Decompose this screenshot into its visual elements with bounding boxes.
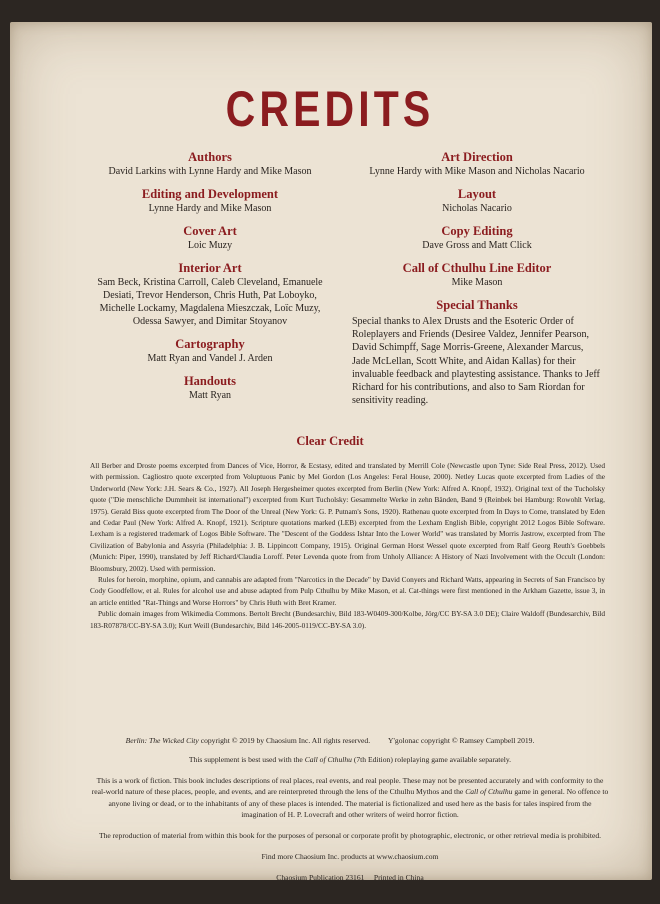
clear-credit-heading: Clear Credit [296,434,364,448]
credit-value: Lynne Hardy with Mike Mason and Nicholas Nacario [369,166,585,177]
book-title: Berlin: The Wicked City [125,736,199,745]
credit-heading: Art Direction [441,150,513,164]
fiction-disclaimer [90,775,610,820]
supplement-text: This supplement is best used with the [188,755,305,764]
clear-credit-paragraph: Rules for heroin, morphine, opium, and cannabis are adapted from "Narcotics in the Decade" by David Conyers and Richard Watts, appearing in Secrets of San Francisco by Cody Goodfellow, et al. Rules for alcohol use and abuse adapted from Pulp Cthulhu by Mike Mason, et al. Cat-things were first mentioned in the Arkham Gazette, issue 3, in an article entitled "Rat-Things and Worse Horrors" by Chris Huth with Bret Kramer. [90,575,605,607]
credit-cartography [85,337,335,365]
credit-value: David Larkins with Lynne Hardy and Mike Mason [108,166,312,177]
credit-heading: Cartography [175,337,245,351]
credit-line-editor [352,261,602,289]
credit-heading: Editing and Development [141,187,279,201]
credit-authors [85,150,335,178]
credit-art-direction [352,150,602,178]
clear-credit-paragraph: All Berber and Droste poems excerpted from Dances of Vice, Horror, & Ecstasy, edited and translated by Merrill Cole (Newcastle upon Tyne: Side Real Press, 2012). Used with permission. Cagliostro quote excerpted from Voluptuous Panic by Mel Gordon (Los Angeles: Feral House, 2000). Netley Lucas quote excerpted from Ladies of the Underworld (New York: J.H. Sears & Co., 1927). All Joseph Hergesheimer quotes excerpted from Berlin (New York: Alfred A. Knopf, 1932). Original text of the Tucholsky quote ("Die menschliche Dummheit ist international") excerpted from Kurt Tucholsky: Gesammelte Werke in zehn Bänden, Band 9 (Reinbek bei Hamburg: Rowohlt Verlag, 1975). Gerald Biss quote excerpted from The Door of the Unreal (New York: G. P. Putnam's Sons, 1920). Rathenau quote excerpted from In Days to Come, translated by Eden and Cedar Paul (New York: Alfred A. Knopf, 1921). Scripture quotations marked (LEB) excerpted from the Lexham English Bible, copyright 2012 Logos Bible Software. Lexham is a registered trademark of Logos Bible Software. The "Descent of the Goddess Ishtar Into the Lower World" was translated by Morris Jastrow, excerpted from The Civilization of Babylonia and Assyria (Philadelphia: J. B. Lippincott Company, 1915). Original German Horst Wessel quote excerpted from Ralf Georg Reuth's Goebbels (Munich: Piper, 1990), translated by Jeff Richard/Claudia Loroff. Peter Levenda quote from from Unholy Alliance: A History of Nazi Involvement with the Occult (London: Bloomsbury, 2002). Used with permission. [90,461,605,573]
supplement-notice [90,754,610,765]
special-thanks-section [352,298,602,407]
find-more-link-text: Find more Chaosium Inc. products at www.chaosium.com [261,852,439,862]
clear-credit-paragraph: Public domain images from Wikimedia Commons. Bertolt Brecht (Bundesarchiv, Bild 183-W0409-300/Kolbe, Jörg/CC BY-SA 3.0 DE); Claire Waldoff (Bundesarchiv, Bild 183-R07878/CC-BY-SA 3.0); Kurt Weill (Bundesarchiv, Bild 146-2005-0119/CC-BY-SA 3.0). [90,609,605,630]
footer-notices [90,754,610,894]
credit-value: Sam Beck, Kristina Carroll, Caleb Cleveland, Emanuele Desiati, Trevor Henderson, Chris Huth, Pat Loboyko, Michelle Lockamy, Magdalena Mieszczak, Loïc Muzy, Odessa Sawyer, and Dimitar Stoyanov [97,277,323,327]
credit-copy-editing [352,224,602,252]
book-copyright-text: copyright © 2019 by Chaosium Inc. All rights reserved. [198,736,371,745]
copyright-line [0,735,660,747]
reproduction-notice: The reproduction of material from within this book for the purposes of personal or corporate profit by photographic, electronic, or other retrieval media is prohibited. [98,831,602,841]
credit-layout [352,187,602,215]
credit-value: Matt Ryan and Vandel J. Arden [147,353,273,364]
credit-value: Nicholas Nacario [442,203,512,214]
credit-value: Dave Gross and Matt Click [422,240,532,251]
credits-left-column [85,150,335,402]
clear-credit-body [90,460,605,631]
page-title: CREDITS [225,81,435,137]
disclaimer-text: game in general. No offence to anyone living or dead, or to the inhabitants of any of these places is intended. The material is fictionalized and used here as the basis for tales inspired from the imagination of H. P. Lovecraft and other writers of weird horror fiction. [108,787,609,819]
publication-info: Chaosium Publication 23161 Printed in China [276,873,424,883]
supplement-text: (7th Edition) roleplaying game available separately. [351,755,512,764]
credit-value: Loic Muzy [187,240,233,251]
credit-heading: Handouts [183,374,237,388]
special-thanks-text: Special thanks to Alex Drusts and the Esoteric Order of Roleplayers and Friends (Desiree Valdez, Jennifer Pearson, David Schimpff, Sage Morris-Greene, Alexander Marcus, Jade McLellan, Scott White, and Aidan Kallas) for their invaluable feedback and playtesting assistance. Thanks to Jeff Richard for his contributions, and also to Sam Riordan for sensitivity reading. [352,316,600,407]
credit-value: Matt Ryan [188,390,232,401]
credit-heading: Authors [188,150,232,164]
credit-interior-art [85,261,335,328]
credit-heading: Interior Art [178,261,242,275]
book-copyright [126,735,371,747]
disclaimer-text: This is a work of fiction. This book includes descriptions of real places, real events, and real people. These may not be presented accurately and with conformity to the real-world nature of these places, people, and events, and are reinterpreted through the lens of the Cthulhu Mythos and the [91,776,604,797]
game-title: Call of Cthulhu [304,755,352,764]
credit-cover-art [85,224,335,252]
credit-heading: Call of Cthulhu Line Editor [402,261,552,275]
credit-handouts [85,374,335,402]
credit-value: Lynne Hardy and Mike Mason [148,203,272,214]
credit-value: Mike Mason [451,277,503,288]
credit-heading: Layout [457,187,497,201]
credit-editing [85,187,335,215]
credit-heading: Cover Art [183,224,237,238]
special-thanks-heading: Special Thanks [436,298,518,312]
game-title: Call of Cthulhu [465,787,513,797]
credits-right-column [352,150,602,407]
credit-heading: Copy Editing [441,224,513,238]
ygolonac-copyright: Y'golonac copyright © Ramsey Campbell 2019. [388,736,535,745]
